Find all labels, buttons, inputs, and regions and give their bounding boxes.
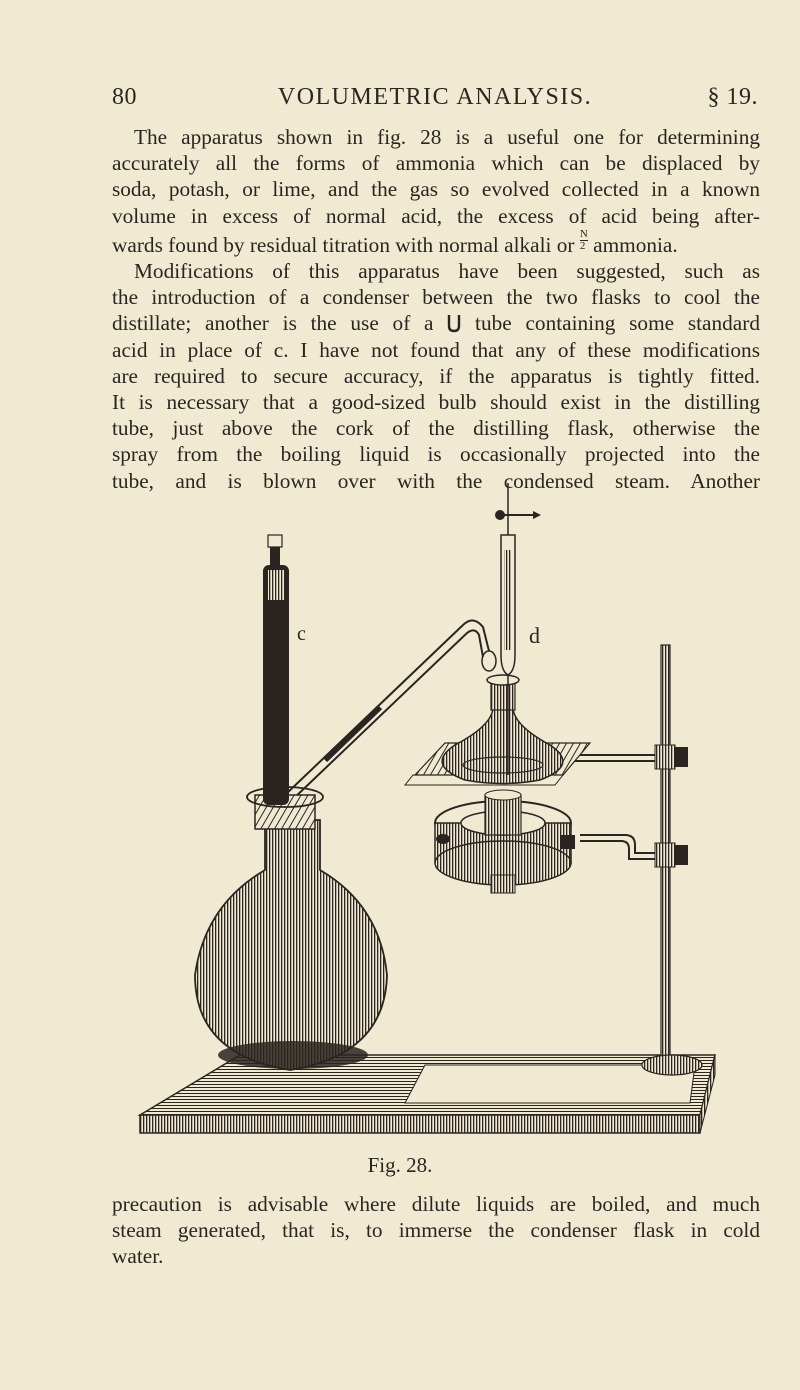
text-line: steam generated, that is, to immerse the condenser flask in cold xyxy=(112,1218,760,1243)
label-c: c xyxy=(297,623,306,645)
text-line: tube, just above the cork of the distilling flask, otherwise the xyxy=(112,416,760,441)
distilling-flask xyxy=(195,787,387,1070)
text-line: tube, and is blown over with the condensed steam. Another xyxy=(112,468,760,493)
text-line: The apparatus shown in fig. 28 is a useful one for determining xyxy=(134,125,760,149)
paragraph-2 xyxy=(112,1191,760,1270)
text-line: It is necessary that a good-sized bulb should exist in the distilling xyxy=(112,390,760,415)
figure-caption: Fig. 28. xyxy=(367,1153,433,1177)
text-fragment: wards found by residual titration with normal alkali or xyxy=(112,232,575,257)
text-line: soda, potash, or lime, and the gas so evolved collected in a known xyxy=(112,177,760,202)
paragraph-1 xyxy=(112,124,760,494)
text-line xyxy=(112,310,760,336)
text-fragment: distillate; another is the use of a xyxy=(112,311,434,336)
text-line: are required to secure accuracy, if the apparatus is tightly fitted. xyxy=(112,363,760,388)
text-fragment: ammonia. xyxy=(593,232,678,257)
section-number: § 19. xyxy=(707,84,758,110)
receiving-flask xyxy=(442,675,563,784)
text-line: volume in excess of normal acid, the excess of acid being after- xyxy=(112,203,760,228)
text-line: precaution is advisable where dilute liquids are boiled, and much xyxy=(112,1192,760,1216)
text-line: the introduction of a condenser between the two flasks to cool the xyxy=(112,285,760,310)
text-line: water. xyxy=(112,1244,164,1269)
text-fragment: tube containing some standard xyxy=(475,311,761,336)
text-line: accurately all the forms of ammonia which can be displaced by xyxy=(112,151,760,176)
text-line: spray from the boiling liquid is occasionally projected into the xyxy=(112,442,760,467)
page-number: 80 xyxy=(112,84,137,110)
base-board xyxy=(140,1055,715,1133)
tube-c xyxy=(263,535,289,805)
retort-stand xyxy=(565,645,702,1075)
apparatus-figure xyxy=(125,475,745,1155)
text-line: Modifications of this apparatus have been suggested, such as xyxy=(134,259,760,284)
ring-burner xyxy=(435,790,575,893)
label-d: d xyxy=(529,623,540,648)
text-line xyxy=(112,229,760,258)
fraction-n-over-2 xyxy=(580,229,588,252)
fraction-denominator: 2 xyxy=(579,239,586,252)
u-tube-icon xyxy=(447,315,461,333)
running-header xyxy=(112,84,758,118)
text-line: acid in place of c. I have not found that any of these modifications xyxy=(112,337,760,362)
running-title: VOLUMETRIC ANALYSIS. xyxy=(277,84,593,110)
fraction-numerator: N xyxy=(579,227,588,240)
